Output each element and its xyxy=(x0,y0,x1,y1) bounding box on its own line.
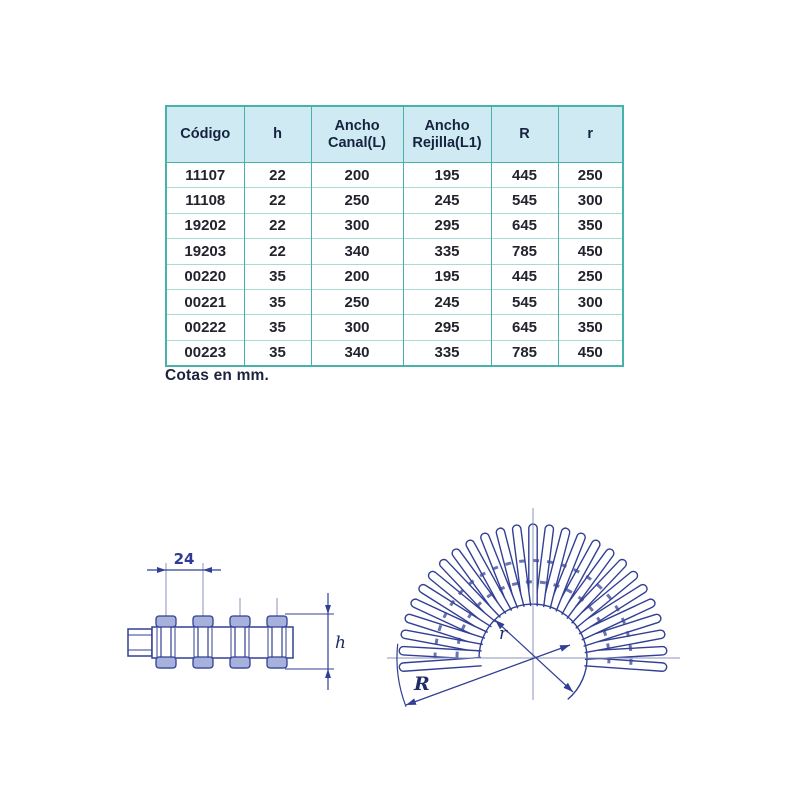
fan-slat xyxy=(399,657,487,672)
table-cell: 350 xyxy=(558,315,623,340)
table-cell: 19203 xyxy=(166,239,244,264)
table-cell: 785 xyxy=(491,239,558,264)
profile-drawing xyxy=(128,550,346,690)
table-cell: 250 xyxy=(558,163,623,188)
table-cell: 445 xyxy=(491,163,558,188)
table-cell: 250 xyxy=(558,264,623,289)
pitch-dimension-label: 24 xyxy=(173,550,195,568)
table-row xyxy=(166,289,623,314)
table-cell: 335 xyxy=(403,340,491,366)
table-row xyxy=(166,340,623,366)
fan-centerlines xyxy=(387,508,680,700)
table-cell: 445 xyxy=(491,264,558,289)
table-cell: 250 xyxy=(311,289,403,314)
table-row xyxy=(166,163,623,188)
table-row xyxy=(166,188,623,213)
table-row xyxy=(166,315,623,340)
column-header-r: r xyxy=(558,106,623,163)
profile-end-tab xyxy=(128,629,152,656)
height-dimension xyxy=(285,593,346,690)
column-header-ancho-rejilla: Ancho Rejilla(L1) xyxy=(403,106,491,163)
column-header-codigo: Código xyxy=(166,106,244,163)
table-cell: 295 xyxy=(403,213,491,238)
technical-drawings xyxy=(0,490,800,800)
table-cell: 22 xyxy=(244,239,311,264)
table-cell: 00223 xyxy=(166,340,244,366)
table-cell: 35 xyxy=(244,340,311,366)
table-cell: 450 xyxy=(558,340,623,366)
column-header-h: h xyxy=(244,106,311,163)
table-row xyxy=(166,213,623,238)
table-cell: 250 xyxy=(311,188,403,213)
table-cell: 195 xyxy=(403,264,491,289)
table-cell: 35 xyxy=(244,315,311,340)
units-note: Cotas en mm. xyxy=(165,367,270,384)
table-cell: 19202 xyxy=(166,213,244,238)
outer-radius-label: R xyxy=(414,673,430,695)
table-cell: 00220 xyxy=(166,264,244,289)
table-cell: 645 xyxy=(491,213,558,238)
table-cell: 00221 xyxy=(166,289,244,314)
table-cell: 22 xyxy=(244,188,311,213)
column-header-R: R xyxy=(491,106,558,163)
table-cell: 22 xyxy=(244,213,311,238)
fan-drawing xyxy=(387,508,680,710)
table-cell: 22 xyxy=(244,163,311,188)
table-cell: 11107 xyxy=(185,166,226,184)
table-cell: 340 xyxy=(311,239,403,264)
table-cell: 200 xyxy=(311,163,403,188)
table-cell: 300 xyxy=(558,289,623,314)
table-cell: 195 xyxy=(403,163,491,188)
spec-table xyxy=(165,105,624,367)
table-cell: 300 xyxy=(558,188,623,213)
table-cell: 35 xyxy=(244,264,311,289)
table-cell: 450 xyxy=(558,239,623,264)
height-dimension-label: h xyxy=(335,633,346,653)
table-cell: 300 xyxy=(311,213,403,238)
table-cell: 785 xyxy=(491,340,558,366)
table-cell: 245 xyxy=(403,289,491,314)
table-cell: 545 xyxy=(491,188,558,213)
table-cell: 645 xyxy=(491,315,558,340)
table-cell: 340 xyxy=(311,340,403,366)
pitch-dimension xyxy=(147,550,221,573)
table-cell: 350 xyxy=(558,213,623,238)
inner-radius-label: r xyxy=(499,624,508,644)
table-cell: 200 xyxy=(311,264,403,289)
table-cell: 300 xyxy=(311,315,403,340)
table-row xyxy=(166,239,623,264)
table-cell: 245 xyxy=(403,188,491,213)
column-header-ancho-canal: Ancho Canal(L) xyxy=(311,106,403,163)
table-cell: 11108 xyxy=(166,188,244,213)
table-row xyxy=(166,264,623,289)
header-row xyxy=(166,106,623,163)
table-cell: 335 xyxy=(403,239,491,264)
table-cell: 00222 xyxy=(166,315,244,340)
table-cell: 545 xyxy=(491,289,558,314)
table-cell: 295 xyxy=(403,315,491,340)
table-cell: 35 xyxy=(244,289,311,314)
